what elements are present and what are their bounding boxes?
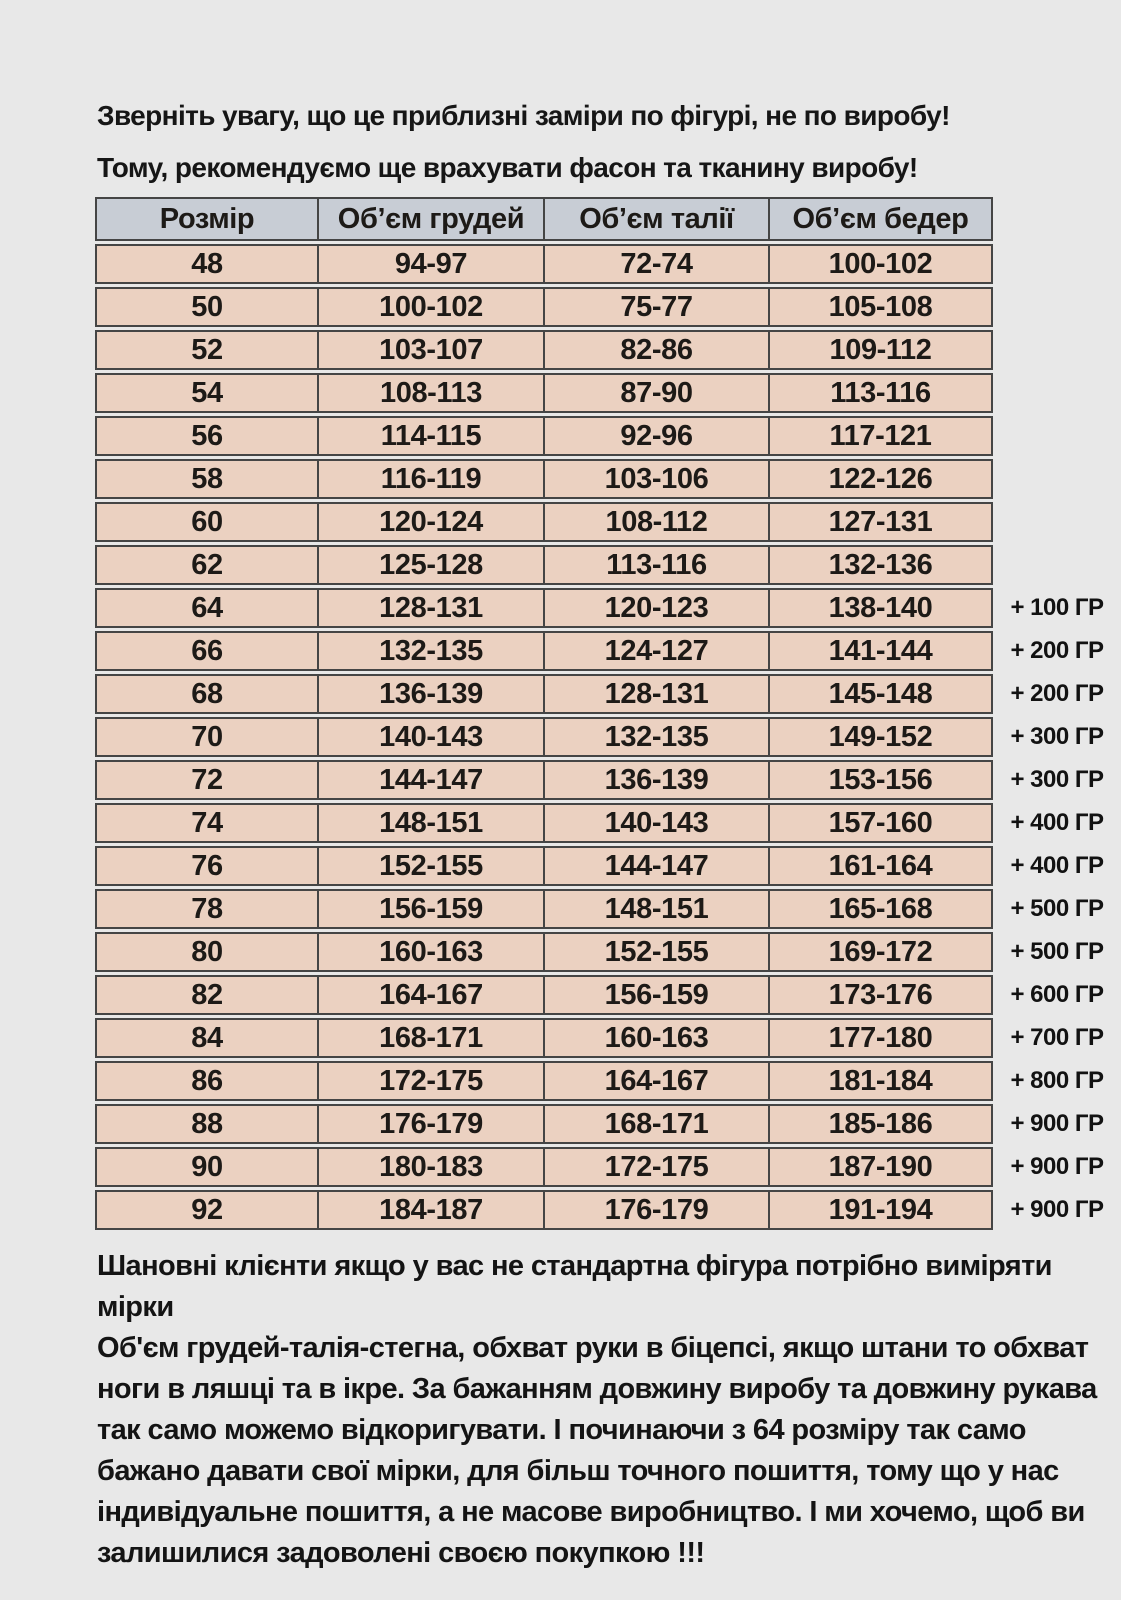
hips-cell: 165-168	[770, 889, 993, 929]
size-cell: 76	[95, 846, 319, 886]
chest-cell: 136-139	[319, 674, 545, 714]
chest-cell: 128-131	[319, 588, 545, 628]
chest-cell: 116-119	[319, 459, 545, 499]
waist-cell: 148-151	[545, 889, 770, 929]
chest-cell: 152-155	[319, 846, 545, 886]
size-cell: 82	[95, 975, 319, 1015]
waist-cell: 140-143	[545, 803, 770, 843]
table-row	[95, 588, 1121, 628]
surcharge-label: + 300 ГР	[1010, 723, 1104, 750]
surcharge-label: + 700 ГР	[1010, 1024, 1104, 1051]
hips-cell: 122-126	[770, 459, 993, 499]
surcharge-label	[993, 545, 1121, 585]
table-row	[95, 1018, 1121, 1058]
size-table-body	[95, 244, 1121, 1230]
surcharge-label	[993, 330, 1121, 370]
size-cell: 92	[95, 1190, 319, 1230]
surcharge-label: + 400 ГР	[1010, 809, 1104, 836]
table-row	[95, 330, 1121, 370]
hips-cell: 109-112	[770, 330, 993, 370]
column-header-1: Об’єм грудей	[319, 197, 545, 241]
chest-cell: 103-107	[319, 330, 545, 370]
waist-cell: 136-139	[545, 760, 770, 800]
column-header-2: Об’єм талії	[545, 197, 770, 241]
chest-cell: 94-97	[319, 244, 545, 284]
size-cell: 56	[95, 416, 319, 456]
hips-cell: 177-180	[770, 1018, 993, 1058]
waist-cell: 108-112	[545, 502, 770, 542]
size-cell: 52	[95, 330, 319, 370]
table-row	[95, 459, 1121, 499]
size-cell: 90	[95, 1147, 319, 1187]
size-cell: 70	[95, 717, 319, 757]
waist-cell: 82-86	[545, 330, 770, 370]
size-cell: 86	[95, 1061, 319, 1101]
table-row	[95, 502, 1121, 542]
chest-cell: 132-135	[319, 631, 545, 671]
surcharge-label	[993, 287, 1121, 327]
notice-line-2: Тому, рекомендуємо ще врахувати фасон та тканину виробу!	[97, 152, 918, 183]
chest-cell: 168-171	[319, 1018, 545, 1058]
waist-cell: 103-106	[545, 459, 770, 499]
surcharge-label	[993, 416, 1121, 456]
hips-cell: 169-172	[770, 932, 993, 972]
table-row	[95, 717, 1121, 757]
waist-cell: 113-116	[545, 545, 770, 585]
size-cell: 72	[95, 760, 319, 800]
waist-cell: 172-175	[545, 1147, 770, 1187]
column-header-0: Розмір	[95, 197, 319, 241]
footer-paragraph-1: Шановні клієнти якщо у вас не стандартна фігура потрібно виміряти мірки	[97, 1250, 1052, 1323]
table-row	[95, 1061, 1121, 1101]
table-row	[95, 1190, 1121, 1230]
hips-cell: 113-116	[770, 373, 993, 413]
waist-cell: 75-77	[545, 287, 770, 327]
waist-cell: 92-96	[545, 416, 770, 456]
hips-cell: 191-194	[770, 1190, 993, 1230]
waist-cell: 160-163	[545, 1018, 770, 1058]
hips-cell: 173-176	[770, 975, 993, 1015]
chest-cell: 156-159	[319, 889, 545, 929]
table-row	[95, 932, 1121, 972]
surcharge-label: + 500 ГР	[1010, 895, 1104, 922]
waist-cell: 128-131	[545, 674, 770, 714]
chest-cell: 125-128	[319, 545, 545, 585]
size-cell: 54	[95, 373, 319, 413]
surcharge-label: + 100 ГР	[1010, 594, 1104, 621]
size-cell: 60	[95, 502, 319, 542]
size-cell: 68	[95, 674, 319, 714]
waist-cell: 144-147	[545, 846, 770, 886]
hips-cell: 138-140	[770, 588, 993, 628]
table-row	[95, 244, 1121, 284]
hips-cell: 153-156	[770, 760, 993, 800]
waist-cell: 87-90	[545, 373, 770, 413]
size-cell: 78	[95, 889, 319, 929]
surcharge-label: + 200 ГР	[1010, 637, 1104, 664]
hips-cell: 187-190	[770, 1147, 993, 1187]
column-header-3: Об’єм бедер	[770, 197, 993, 241]
size-cell: 64	[95, 588, 319, 628]
surcharge-label: + 900 ГР	[1010, 1110, 1104, 1137]
hips-cell: 157-160	[770, 803, 993, 843]
size-cell: 80	[95, 932, 319, 972]
table-row	[95, 631, 1121, 671]
chest-cell: 148-151	[319, 803, 545, 843]
table-row	[95, 1147, 1121, 1187]
table-row	[95, 545, 1121, 585]
chest-cell: 108-113	[319, 373, 545, 413]
hips-cell: 149-152	[770, 717, 993, 757]
table-row	[95, 373, 1121, 413]
size-cell: 88	[95, 1104, 319, 1144]
column-header-spacer	[993, 197, 1121, 241]
table-row	[95, 416, 1121, 456]
surcharge-label	[993, 373, 1121, 413]
table-row	[95, 287, 1121, 327]
chest-cell: 144-147	[319, 760, 545, 800]
notice-line-1: Зверніть увагу, що це приблизні заміри по фігурі, не по виробу!	[97, 100, 950, 131]
table-row	[95, 846, 1121, 886]
chest-cell: 176-179	[319, 1104, 545, 1144]
size-cell: 62	[95, 545, 319, 585]
chest-cell: 114-115	[319, 416, 545, 456]
hips-cell: 127-131	[770, 502, 993, 542]
header-row	[95, 197, 1121, 241]
chest-cell: 100-102	[319, 287, 545, 327]
surcharge-label: + 900 ГР	[1010, 1153, 1104, 1180]
hips-cell: 141-144	[770, 631, 993, 671]
surcharge-label	[993, 459, 1121, 499]
waist-cell: 152-155	[545, 932, 770, 972]
waist-cell: 132-135	[545, 717, 770, 757]
hips-cell: 145-148	[770, 674, 993, 714]
size-cell: 58	[95, 459, 319, 499]
hips-cell: 161-164	[770, 846, 993, 886]
size-cell: 74	[95, 803, 319, 843]
surcharge-label: + 900 ГР	[1010, 1196, 1104, 1223]
waist-cell: 72-74	[545, 244, 770, 284]
hips-cell: 105-108	[770, 287, 993, 327]
waist-cell: 168-171	[545, 1104, 770, 1144]
size-table	[95, 194, 1121, 1233]
table-row	[95, 1104, 1121, 1144]
size-cell: 66	[95, 631, 319, 671]
waist-cell: 176-179	[545, 1190, 770, 1230]
chest-cell: 120-124	[319, 502, 545, 542]
waist-cell: 124-127	[545, 631, 770, 671]
footer-note	[97, 1246, 1105, 1574]
waist-cell: 120-123	[545, 588, 770, 628]
surcharge-label: + 200 ГР	[1010, 680, 1104, 707]
table-row	[95, 889, 1121, 929]
waist-cell: 164-167	[545, 1061, 770, 1101]
chest-cell: 172-175	[319, 1061, 545, 1101]
surcharge-label: + 800 ГР	[1010, 1067, 1104, 1094]
chest-cell: 184-187	[319, 1190, 545, 1230]
surcharge-label: + 400 ГР	[1010, 852, 1104, 879]
table-row	[95, 803, 1121, 843]
chest-cell: 160-163	[319, 932, 545, 972]
surcharge-label	[993, 502, 1121, 542]
hips-cell: 100-102	[770, 244, 993, 284]
chest-cell: 140-143	[319, 717, 545, 757]
surcharge-label: + 300 ГР	[1010, 766, 1104, 793]
size-cell: 48	[95, 244, 319, 284]
table-row	[95, 674, 1121, 714]
hips-cell: 181-184	[770, 1061, 993, 1101]
hips-cell: 132-136	[770, 545, 993, 585]
surcharge-label: + 600 ГР	[1010, 981, 1104, 1008]
size-cell: 84	[95, 1018, 319, 1058]
table-row	[95, 975, 1121, 1015]
chest-cell: 180-183	[319, 1147, 545, 1187]
footer-paragraph-2: Об'єм грудей-талія-стегна, обхват руки в біцепсі, якщо штани то обхват ноги в ляшці та в ікре. За бажанням довжину виробу та довжину рукава так само можемо відкоригувати. І починаючи з 64 розміру так само бажано давати свої мірки, для більш точного пошиття, тому що у нас індивідуальне пошиття, а не масове виробництво. І ми хочемо, щоб ви залишилися задоволені своєю покупкою !!!	[97, 1332, 1097, 1569]
chest-cell: 164-167	[319, 975, 545, 1015]
hips-cell: 185-186	[770, 1104, 993, 1144]
waist-cell: 156-159	[545, 975, 770, 1015]
hips-cell: 117-121	[770, 416, 993, 456]
table-row	[95, 760, 1121, 800]
size-cell: 50	[95, 287, 319, 327]
surcharge-label: + 500 ГР	[1010, 938, 1104, 965]
surcharge-label	[993, 244, 1121, 284]
size-table-head	[95, 197, 1121, 241]
